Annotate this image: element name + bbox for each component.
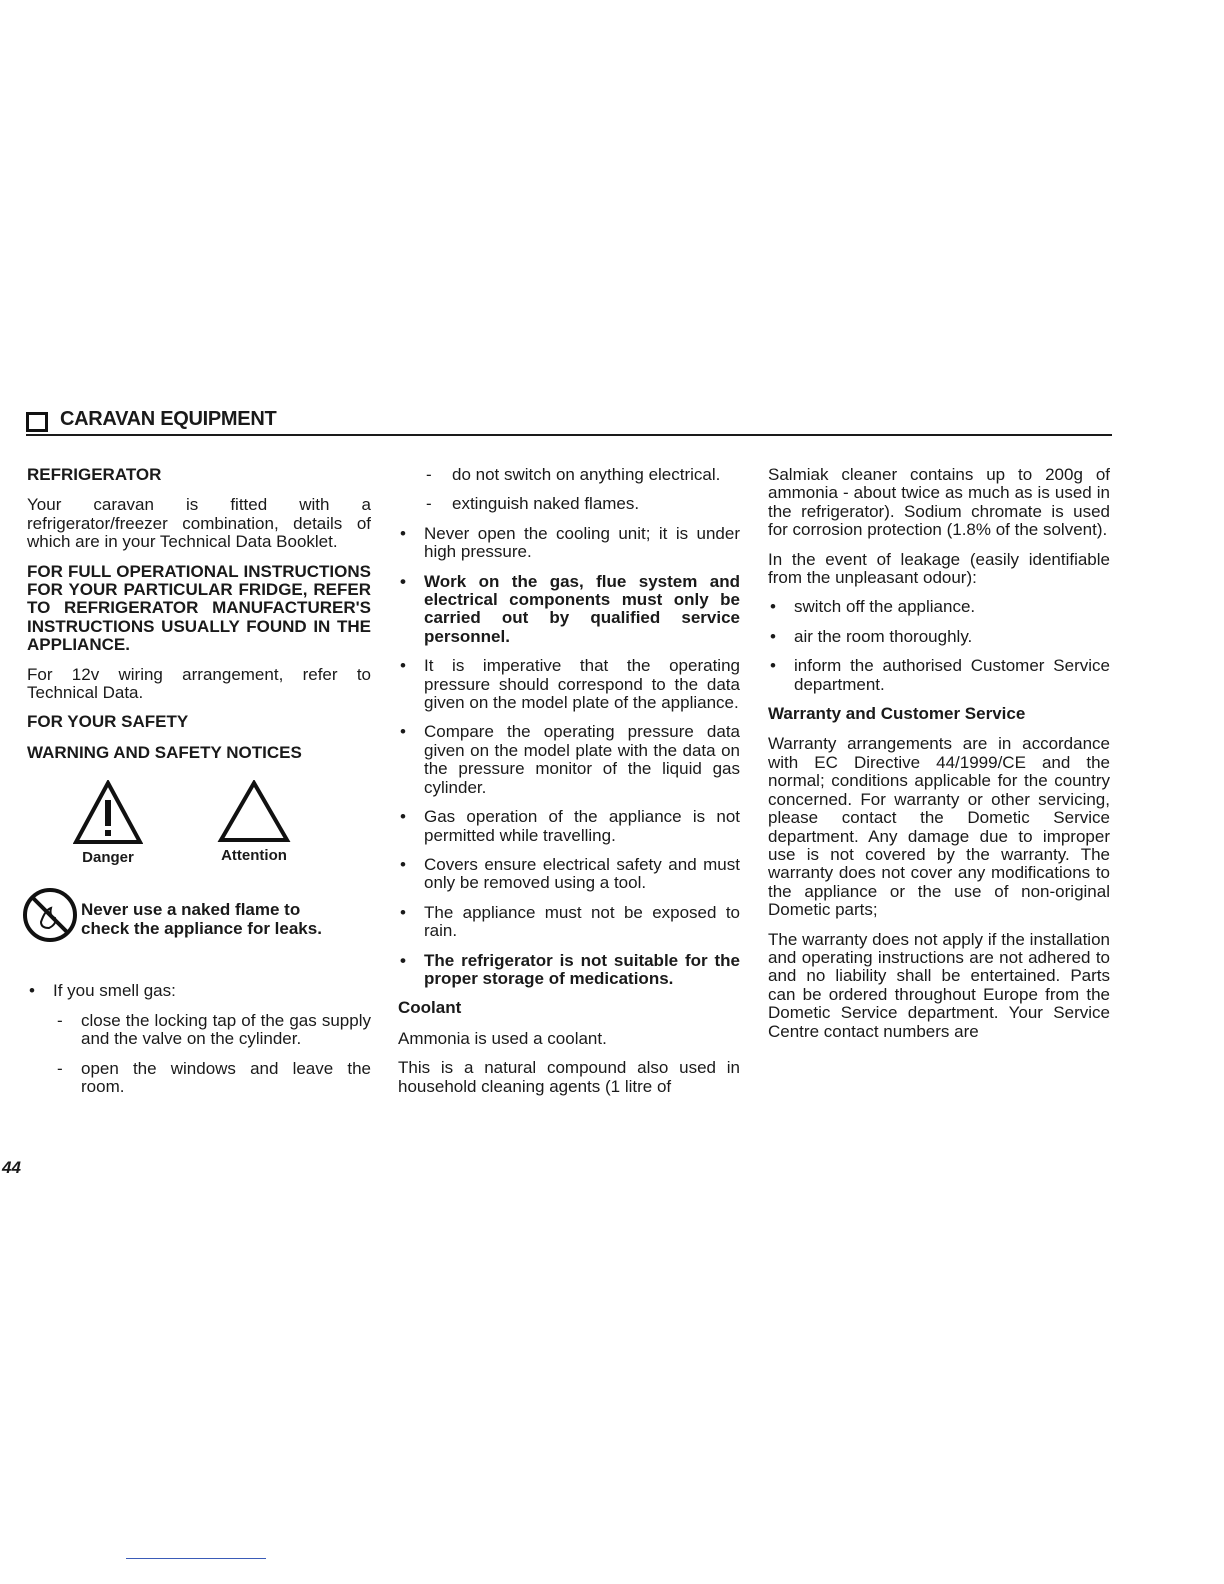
attention-icon-group [217,780,291,865]
intro-paragraph: Your caravan is fitted with a refrigerator/freezer combination, details of which are in your Technical Data Booklet. [27,495,371,552]
bullet-smell-gas: • If you smell gas: [27,982,371,1000]
dash-open-windows: - open the windows and leave the room. [55,1060,371,1097]
section-header [26,408,1112,436]
bullet-travelling: • Gas operation of the appliance is not permitted while travelling. [398,808,740,845]
heading-warning-notices: WARNING AND SAFETY NOTICES [27,742,302,762]
salmiak-paragraph: Salmiak cleaner contains up to 200g of ammonia - about twice as much as is used in the refrigerator). Sodium chromate is used for corrosion protection (1.8% of the solvent). [768,465,1110,540]
naked-flame-line1: Never use a naked flame to [81,900,301,920]
danger-icon-group [73,780,143,867]
heading-coolant: Coolant [398,998,462,1018]
bullet-medications: • The refrigerator is not suitable for the proper storage of medications. [398,952,740,989]
bullet-rain: • The appliance must not be exposed to rain. [398,904,740,941]
warranty-paragraph-1: Warranty arrangements are in accordance with EC Directive 44/1999/CE and the normal; conditions applicable for the country concerned. For warranty or other servicing, please contact the Dometic Service department. Any damage due to improper use is not covered by the warranty. The warranty does not cover any modifications to the appliance or the use of non-original Dometic parts; [768,734,1110,920]
column-2 [398,466,740,1107]
full-instructions-notice: FOR FULL OPERATIONAL INSTRUCTIONS FOR YOUR PARTICULAR FRIDGE, REFER TO REFRIGERATOR MANUFACTURER'S INSTRUCTIONS USUALLY FOUND IN THE APPLIANCE. [27,561,371,655]
leakage-paragraph: In the event of leakage (easily identifiable from the unpleasant odour): [768,549,1110,588]
danger-label: Danger [82,848,134,866]
bullet-switch-off: • switch off the appliance. [768,598,1110,616]
danger-triangle-icon [73,780,143,846]
warning-icons [27,780,371,866]
dash-no-switch: - do not switch on anything electrical. [398,466,740,484]
no-flame-prohibition-icon [21,886,79,944]
dash-extinguish: - extinguish naked flames. [398,495,740,513]
attention-triangle-icon [217,780,291,844]
naked-flame-warning [27,886,371,948]
coolant-line2: This is a natural compound also used in household cleaning agents (1 litre of [398,1058,740,1096]
bullet-inform-service: • inform the authorised Customer Service department. [768,657,1110,694]
bullet-air-room: • air the room thoroughly. [768,628,1110,646]
naked-flame-line2: check the appliance for leaks. [81,919,322,939]
heading-refrigerator: REFRIGERATOR [27,465,162,484]
checkbox-square-icon [26,412,48,432]
page-number: 44 [2,1158,21,1177]
naked-flame-text [81,900,322,938]
dash-close-tap: - close the locking tap of the gas supply and the valve on the cylinder. [55,1012,371,1049]
bottom-rule [126,1558,266,1559]
warranty-paragraph-2: The warranty does not apply if the installation and operating instructions are not adhered to and no liability shall be entertained. Parts can be ordered throughout Europe from the Dometic Service department. Your Service Centre contact numbers are [768,929,1110,1041]
column-3 [768,466,1110,1052]
heading-warranty: Warranty and Customer Service [768,704,1026,724]
section-title: CARAVAN EQUIPMENT [60,408,277,430]
column-1 [27,466,371,1107]
bullet-covers: • Covers ensure electrical safety and must only be removed using a tool. [398,856,740,893]
attention-label: Attention [221,846,287,864]
coolant-line1: Ammonia is used a coolant. [398,1028,607,1048]
heading-for-your-safety: FOR YOUR SAFETY [27,712,189,732]
bullet-compare-pressure: • Compare the operating pressure data given on the model plate with the data on the pressure monitor of the liquid gas cylinder. [398,723,740,797]
bullet-cooling-unit: • Never open the cooling unit; it is under high pressure. [398,525,740,562]
bullet-operating-pressure: • It is imperative that the operating pressure should correspond to the data given on the model plate of the appliance. [398,657,740,712]
bullet-qualified-personnel: • Work on the gas, flue system and electrical components must only be carried out by qualified service personnel. [398,573,740,647]
wiring-paragraph: For 12v wiring arrangement, refer to Technical Data. [27,664,371,703]
